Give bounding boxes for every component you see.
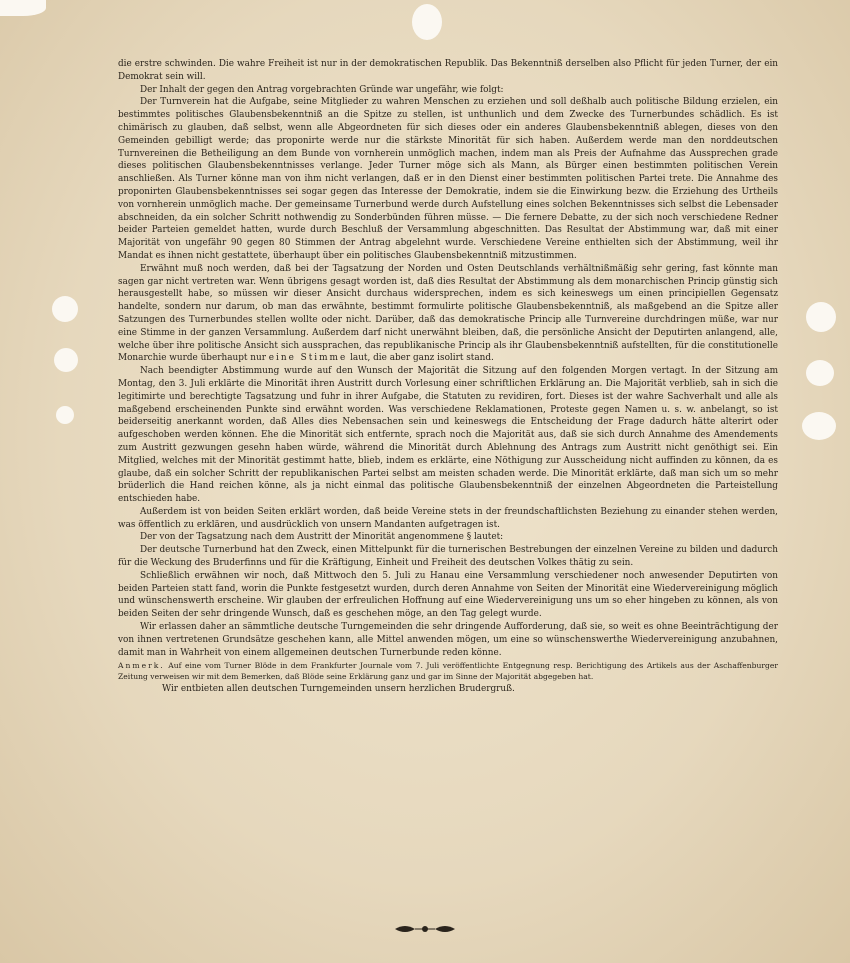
punch-hole <box>52 296 78 322</box>
emphasis-text: eine Stimme <box>268 353 348 364</box>
footnote-label: Anmerk. <box>118 661 165 671</box>
paragraph: Der von der Tagsatzung nach dem Austritt der Minorität angenommene § lautet: <box>140 532 504 543</box>
page-corner-tear <box>0 0 46 16</box>
paragraph: Außerdem ist von beiden Seiten erklärt worden, daß beide Vereine stets in der freundschaftlichsten Beziehung zu einander stehen werden, was öffentlich zu erklären, und ausdrücklich von unsern Mandanten aufgetragen ist. <box>118 506 778 530</box>
punch-hole <box>802 412 836 440</box>
footnote-text: Auf eine vom Turner Blöde in dem Frankfurter Journale vom 7. Juli veröffentlichte Entgegnung resp. Berichtigung des Artikels aus der Aschaffenburger Zeitung verweisen wir mit dem Bemerken, daß Blöde seine Erklärung ganz und gar im Sinne der Majorität abgegeben hat. <box>118 661 778 682</box>
punch-hole <box>806 360 834 386</box>
paragraph-text: laut, die aber ganz isolirt stand. <box>350 353 494 364</box>
punch-hole <box>806 302 836 332</box>
paragraph: Der Inhalt der gegen den Antrag vorgebrachten Gründe war ungefähr, wie folgt: <box>140 84 504 95</box>
divider-ornament-icon <box>393 923 457 935</box>
footnote <box>118 660 778 682</box>
closing-line: Wir entbieten allen deutschen Turngemeinden unsern herzlichen Brudergruß. <box>162 684 515 695</box>
paragraph: Wir erlassen daher an sämmtliche deutsche Turngemeinden die sehr dringende Aufforderung, daß sie, so weit es ohne Beeinträchtigung der von ihnen vertretenen Grundsätze geschehen kann, alle Mittel anwenden mögen, um eine so wünschenswerthe Wiedervereinigung anzubahnen, damit man in Wahrheit von einem allgemeinen deutschen Turnerbunde reden könne. <box>118 622 778 658</box>
paragraph: Nach beendigter Abstimmung wurde auf den Wunsch der Majorität die Sitzung auf den folgenden Morgen vertagt. In der Sitzung am Montag, den 3. Juli erklärte die Minorität ihren Austritt durch Vorlesung einer schriftlichen Erklärung an. Die Majorität verblieb, sah in sich die legitimirte und berechtigte Tagsatzung und fuhr in ihrer Aufgabe, die Statuten zu revidiren, fort. Dieses ist der wahre Sachverhalt und alle als maßgebend erscheinenden Punkte sind erwähnt worden. Was verschiedene Reklamationen, Proteste gegen Namen u. s. w. anbelangt, so ist beiderseitig anerkannt worden, daß Alles dies Nebensachen sein und keineswegs die Entscheidung der Frage dadurch hätte alterirt oder aufgeschoben werden können. Ehe die Minorität sich entfernte, sprach noch die Majorität aus, daß sie sich durch Annahme des Amendements zum Austritt gezwungen gesehn haben würde, während die Minorität durch Ablehnung des Antrags zum Austritt nicht genöthigt sei. Ein Mitglied, welches mit der Minorität gestimmt hatte, blieb, indem es erklärte, eine Nöthigung zur Ausscheidung nicht auffinden zu können, da es glaube, daß ein solcher Schritt der republikanischen Partei selbst am meisten schaden werde. Die Minorität erklärte, daß man sich um so mehr brüderlich die Hand reichen könne, als ja nicht einmal das politische Glaubensbekenntniß der einzelnen Abgeordneten die Parteistellung entschieden habe. <box>118 366 778 505</box>
paragraph: Der Turnverein hat die Aufgabe, seine Mitglieder zu wahren Menschen zu erziehen und soll deßhalb auch politische Bildung erzielen, ein bestimmtes politisches Glaubensbekenntniß an die Spitze zu stellen, ist unthunlich und dem Zwecke des Turnerbundes schädlich. Es ist chimärisch zu glauben, daß selbst, wenn alle Abgeordneten für sich dieses oder ein anderes Glaubensbekenntniß ablegen, dieses von den Gemeinden gebilligt werde; das proponirte werde nur die stärkste Minorität für sich haben. Außerdem werde man den norddeutschen Turnvereinen die Betheiligung an dem Bunde von vornherein unmöglich machen, indem man als Preis der Aufnahme das Aussprechen grade dieses politischen Glaubensbekenntnisses verlange. Jeder Turner möge sich als Mann, als Bürger einen bestimmten politischen Verein anschließen. Als Turner könne man von ihm nicht verlangen, daß er in den Dienst einer bestimmten politischen Partei trete. Die Annahme des proponirten Glaubensbekenntnisses sei sogar gegen das Interesse der Demokratie, indem sie die Einwirkung bezw. die Erziehung des Urtheils von vornherein unmöglich mache. Der gemeinsame Turnerbund werde durch Aufstellung eines solchen Bekenntnisses sich selbst die Lebensader abschneiden, da ein solcher Schritt nothwendig zu Sonderbünden führen müsse. — Die fernere Debatte, zu der sich noch verschiedene Redner beider Parteien gemeldet hatten, wurde durch Beschluß der Versammlung abgeschnitten. Das Resultat der Abstimmung war, daß mit einer Majorität von ungefähr 90 gegen 80 Stimmen der Antrag abgelehnt wurde. Verschiedene Vereine enthielten sich der Abstimmung, weil ihr Mandat es ihnen nicht gestattete, überhaupt über ein politisches Glaubensbekenntniß mitzustimmen. <box>118 97 778 261</box>
paragraph <box>118 263 778 365</box>
document-body <box>118 58 778 696</box>
punch-hole <box>412 4 442 40</box>
punch-hole <box>56 406 74 424</box>
paragraph: die erstre schwinden. Die wahre Freiheit ist nur in der demokratischen Republik. Das Bekenntniß derselben also Pflicht für jeden Turner, der ein Demokrat sein will. <box>118 59 778 82</box>
paragraph: Schließlich erwähnen wir noch, daß Mittwoch den 5. Juli zu Hanau eine Versammlung verschiedener noch anwesender Deputirten von beiden Parteien statt fand, worin die Punkte festgesetzt wurden, durch deren Annahme von Seiten der Minorität eine Wiedervereinigung möglich und wünschenswerth erscheine. Wir glauben der erfreulichen Hoffnung auf eine Wiedervereinigung uns um so eher hingeben zu können, als von beiden Seiten der sehr dringende Wunsch, daß es geschehen möge, an den Tag gelegt wurde. <box>118 570 778 620</box>
punch-hole <box>54 348 78 372</box>
paragraph-text: Erwähnt muß noch werden, daß bei der Tagsatzung der Norden und Osten Deutschlands verhältnißmäßig sehr gering, fast könnte man sagen gar nicht vertreten war. Wenn übrigens gesagt worden ist, daß dies Resultat der Abstimmung als dem monarchischen Princip günstig sich herausgestellt habe, so müssen wir dieser Ansicht durchaus widersprechen, indem es sich keineswegs um einen principiellen Gegensatz handelte, sondern nur darum, ob man das erwähnte, bestimmt formulirte politische Glaubensbekenntniß, als maßgebend an die Spitze aller Satzungen des Turnerbundes stellen wollte oder nicht. Darüber, daß das demokratische Princip alle Turnvereine durchdringen müße, war nur eine Stimme in der ganzen Versammlung. Außerdem darf nicht unerwähnt bleiben, daß, die persönliche Ansicht der Deputirten anlangend, alle, welche über ihre politische Ansicht sich aussprachen, das republikanische Princip als ihr Glaubensbekenntniß aufstellten, für die constitutionelle Monarchie wurde überhaupt nur <box>118 263 778 364</box>
paragraph: Der deutsche Turnerbund hat den Zweck, einen Mittelpunkt für die turnerischen Bestrebungen der einzelnen Vereine zu bilden und dadurch für die Weckung des Bruderfinns und für die Kräftigung, Einheit und Freiheit des deutschen Volkes thätig zu sein. <box>118 545 778 569</box>
